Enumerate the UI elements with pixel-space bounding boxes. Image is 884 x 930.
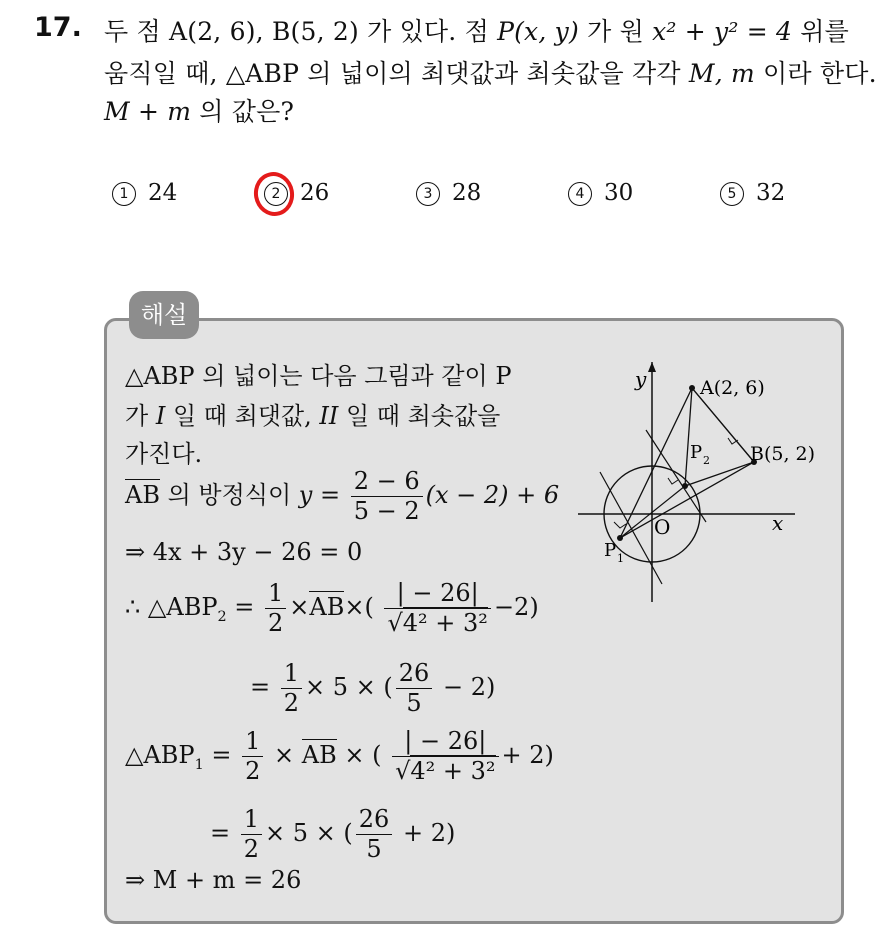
origin-label: O — [654, 515, 671, 539]
geometry-diagram — [560, 362, 840, 612]
therefore-abp: ∴ △ABP — [125, 593, 218, 622]
point-p1-subscript: 1 — [617, 552, 624, 565]
question-line-2 — [104, 54, 877, 90]
abp2-value-line: = $\frac{1}{2}$ × 5 × ( $\frac{26}{5}$ − 2) — [250, 659, 496, 717]
case-two-label: II — [319, 402, 339, 430]
circle-equation: x² + y² = 4 — [652, 17, 793, 46]
choice-1-mark: 1 — [112, 182, 136, 206]
sqrt-body-2: 4² + 3² — [410, 756, 496, 785]
question-number: 17. — [34, 12, 82, 43]
point-b-label: B(5, 2) — [750, 443, 816, 465]
choice-3-mark: 3 — [416, 182, 440, 206]
solution-tag: 해설 — [129, 291, 199, 339]
half-den-2: 2 — [283, 688, 300, 717]
equation-tail: (x − 2) + 6 — [425, 481, 560, 510]
point-a-label: A(2, 6) — [700, 377, 765, 399]
frac26-num-a: 26 — [396, 660, 433, 689]
solution-line-2c: 일 때 최댓값, — [165, 402, 320, 430]
choice-2-value: 26 — [300, 180, 330, 206]
plus-two-b: + 2) — [395, 819, 456, 848]
sqrt-den-2: √4² + 3² — [395, 756, 496, 785]
final-answer-line: ⇒ M + m = 26 — [125, 866, 302, 894]
point-p: P(x, y) — [497, 17, 579, 46]
half-fraction-2 — [281, 660, 302, 717]
right-angle-mark-3 — [614, 522, 626, 528]
choice-4-value: 30 — [604, 180, 634, 206]
question-line-3-suffix: 의 값은? — [191, 97, 295, 126]
point-p2-dot — [682, 483, 688, 489]
half-num-4: 1 — [241, 806, 262, 835]
frac26-den-b: 5 — [366, 834, 382, 863]
times-five-1: × 5 × ( — [305, 673, 393, 702]
right-angle-mark-2 — [728, 438, 738, 444]
right-angle-mark-1 — [668, 478, 678, 484]
question-line-1-suffix: 위를 — [792, 17, 849, 46]
half-fraction-3 — [242, 728, 263, 785]
case-one-label: I — [155, 402, 166, 430]
abs-num-1: | − 26| — [384, 580, 490, 609]
implies-line: ⇒ 4x + 3y − 26 = 0 — [125, 538, 363, 566]
choice-3[interactable] — [416, 180, 481, 206]
solution-line-2e: 일 때 최솟값을 — [338, 402, 501, 430]
point-p2-label: P — [690, 442, 703, 463]
half-num-1: 1 — [265, 580, 286, 609]
question-line-1-mid: 가 원 — [578, 17, 653, 46]
times-five-2: × 5 × ( — [265, 819, 353, 848]
slope-fraction — [351, 468, 423, 525]
plus-two: + 2) — [501, 741, 554, 770]
equation-text: 의 방정식이 — [159, 481, 299, 510]
abp1-label: △ABP — [125, 741, 195, 770]
segment-ab-3: AB — [301, 741, 337, 770]
solution-line-1: △ABP 의 넓이는 다음 그림과 같이 P — [125, 362, 512, 390]
half-num-2: 1 — [281, 660, 302, 689]
choice-4-mark: 4 — [568, 182, 592, 206]
slope-numerator: 2 − 6 — [351, 468, 423, 497]
frac26-num-b: 26 — [356, 806, 393, 835]
sqrt-den-1: √4² + 3² — [387, 608, 488, 637]
point-p1-label: P — [604, 540, 617, 561]
distance-fraction-2 — [392, 728, 498, 785]
choice-3-value: 28 — [452, 180, 482, 206]
y-axis-label: y — [635, 367, 647, 391]
x-axis-label: x — [772, 511, 784, 535]
sum-expression: M + m — [104, 97, 192, 126]
solution-line-2 — [125, 396, 500, 431]
minus-two: −2) — [493, 593, 539, 622]
choice-4[interactable] — [568, 180, 633, 206]
choice-1-value: 24 — [148, 180, 178, 206]
choice-2-mark: 2 — [264, 182, 288, 206]
point-p2-subscript: 2 — [703, 454, 710, 467]
slope-denominator: 5 − 2 — [353, 496, 420, 525]
abp1-subscript: 1 — [194, 757, 204, 773]
choice-5-value: 32 — [756, 180, 786, 206]
minus-two-b: − 2) — [435, 673, 496, 702]
solution-line-2a: 가 — [125, 402, 156, 430]
choice-5-mark: 5 — [720, 182, 744, 206]
half-fraction-4 — [241, 806, 262, 863]
question-line-1 — [104, 12, 849, 48]
half-num-3: 1 — [242, 728, 263, 757]
point-a-dot — [689, 385, 695, 391]
choice-1[interactable] — [112, 180, 177, 206]
frac26-den-a: 5 — [406, 688, 422, 717]
half-fraction-1 — [265, 580, 286, 637]
line-ab-equation — [125, 468, 559, 525]
half-den-4: 2 — [243, 834, 260, 863]
frac-26-5-a — [396, 660, 433, 717]
abs-num-2: | − 26| — [392, 728, 498, 757]
distance-fraction-1 — [384, 580, 490, 637]
point-p1-dot — [617, 535, 623, 541]
question-line-2-prefix: 움직일 때, △ABP 의 넓이의 최댓값과 최솟값을 각각 — [104, 59, 689, 88]
y-equals: y = — [298, 481, 341, 510]
abp1-line: $\triangle ABP_1$ = $\frac{1}{2}$ × AB × ( $\frac{| - 26|}{\text{√4² + 3²}}$ + 2) — [125, 727, 554, 785]
question-line-1-prefix: 두 점 A(2, 6), B(5, 2) 가 있다. 점 — [104, 17, 498, 46]
solution-line-3: 가진다. — [125, 440, 203, 468]
y-axis-arrow — [648, 362, 656, 372]
triangle-abp2 — [685, 388, 754, 486]
segment-ab: AB — [125, 481, 160, 510]
half-den-3: 2 — [245, 756, 261, 785]
abp2-subscript: 2 — [217, 609, 227, 625]
segment-ab-2: AB — [309, 593, 345, 622]
question-line-2-suffix: 이라 한다. — [754, 59, 877, 88]
choice-5[interactable] — [720, 180, 785, 206]
max-min-vars: M, m — [688, 59, 755, 88]
question-line-3 — [104, 92, 294, 128]
sqrt-body-1: 4² + 3² — [402, 608, 488, 637]
abp1-value-line: = $\frac{1}{2}$ × 5 × ( $\frac{26}{5}$ + 2) — [210, 805, 456, 863]
abp2-line: ∴ $\triangle ABP_2$ = $\frac{1}{2}$ ×AB×( $\frac{| - 26|}{\text{√4² + 3²}}$ −2) — [125, 579, 539, 637]
answer-choices — [0, 180, 884, 216]
half-den-1: 2 — [268, 608, 284, 637]
frac-26-5-b — [356, 806, 393, 863]
